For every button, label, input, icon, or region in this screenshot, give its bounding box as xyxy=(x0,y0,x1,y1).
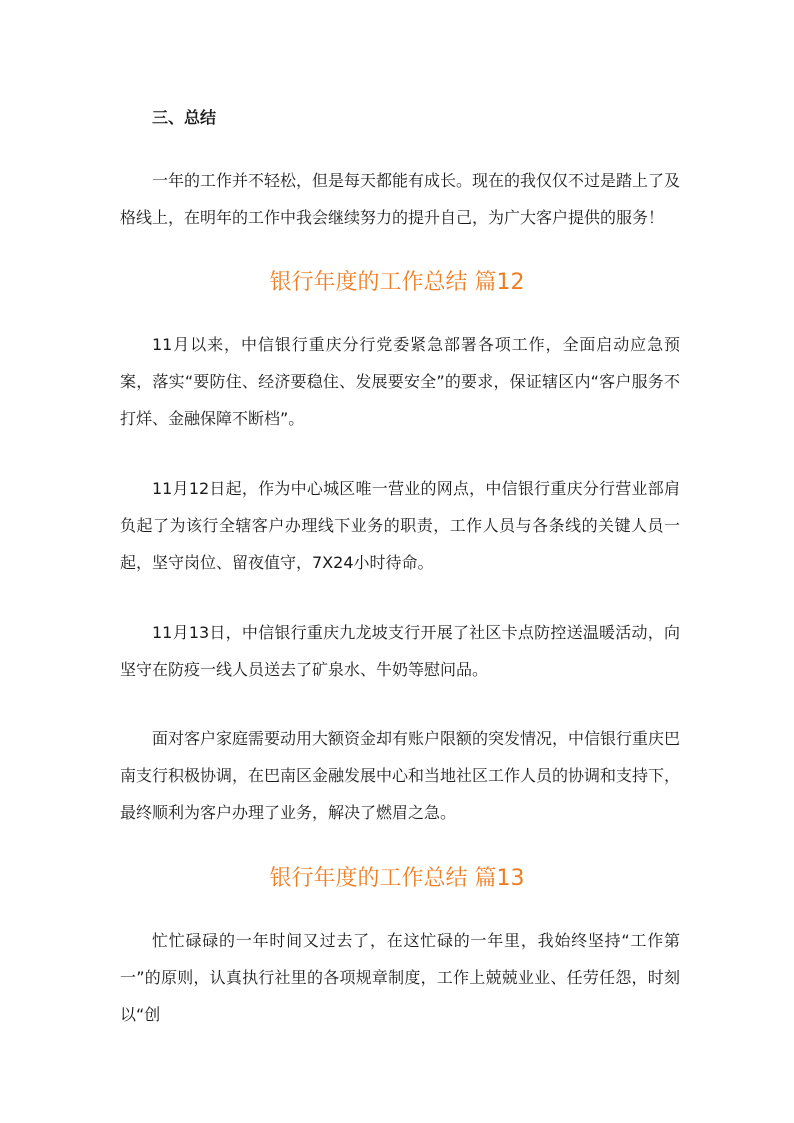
article-title-12: 银行年度的工作总结 篇12 xyxy=(269,270,525,295)
article-title-13: 银行年度的工作总结 篇13 xyxy=(269,866,525,891)
summary-paragraph: 一年的工作并不轻松，但是每天都能有成长。现在的我仅仅不过是踏上了及格线上，在明年的工作中我会继续努力的提升自己，为广大客户提供的服务！ xyxy=(120,171,681,227)
article-12-paragraph-4: 面对客户家庭需要动用大额资金却有账户限额的突发情况，中信银行重庆巴南支行积极协调，在巴南区金融发展中心和当地社区工作人员的协调和支持下，最终顺利为客户办理了业务，解决了燃眉之急。 xyxy=(120,729,681,822)
article-12-paragraph-2: 11月12日起，作为中心城区唯一营业的网点，中信银行重庆分行营业部肩负起了为该行全辖客户办理线下业务的职责，工作人员与各条线的关键人员一起，坚守岗位、留夜值守，7X24小时待命。 xyxy=(120,479,680,572)
article-12-paragraph-1: 11月以来，中信银行重庆分行党委紧急部署各项工作，全面启动应急预案，落实“要防住、经济要稳住、发展要安全”的要求，保证辖区内“客户服务不打烊、金融保障不断档”。 xyxy=(120,335,680,428)
section-heading: 三、总结 xyxy=(152,108,217,127)
article-13-paragraph-1: 忙忙碌碌的一年时间又过去了，在这忙碌的一年里，我始终坚持“工作第一”的原则，认真执行社里的各项规章制度，工作上兢兢业业、任劳任怨，时刻以“创 xyxy=(120,931,680,1024)
article-12-paragraph-3: 11月13日，中信银行重庆九龙坡支行开展了社区卡点防控送温暖活动，向坚守在防疫一线人员送去了矿泉水、牛奶等慰问品。 xyxy=(120,623,680,679)
